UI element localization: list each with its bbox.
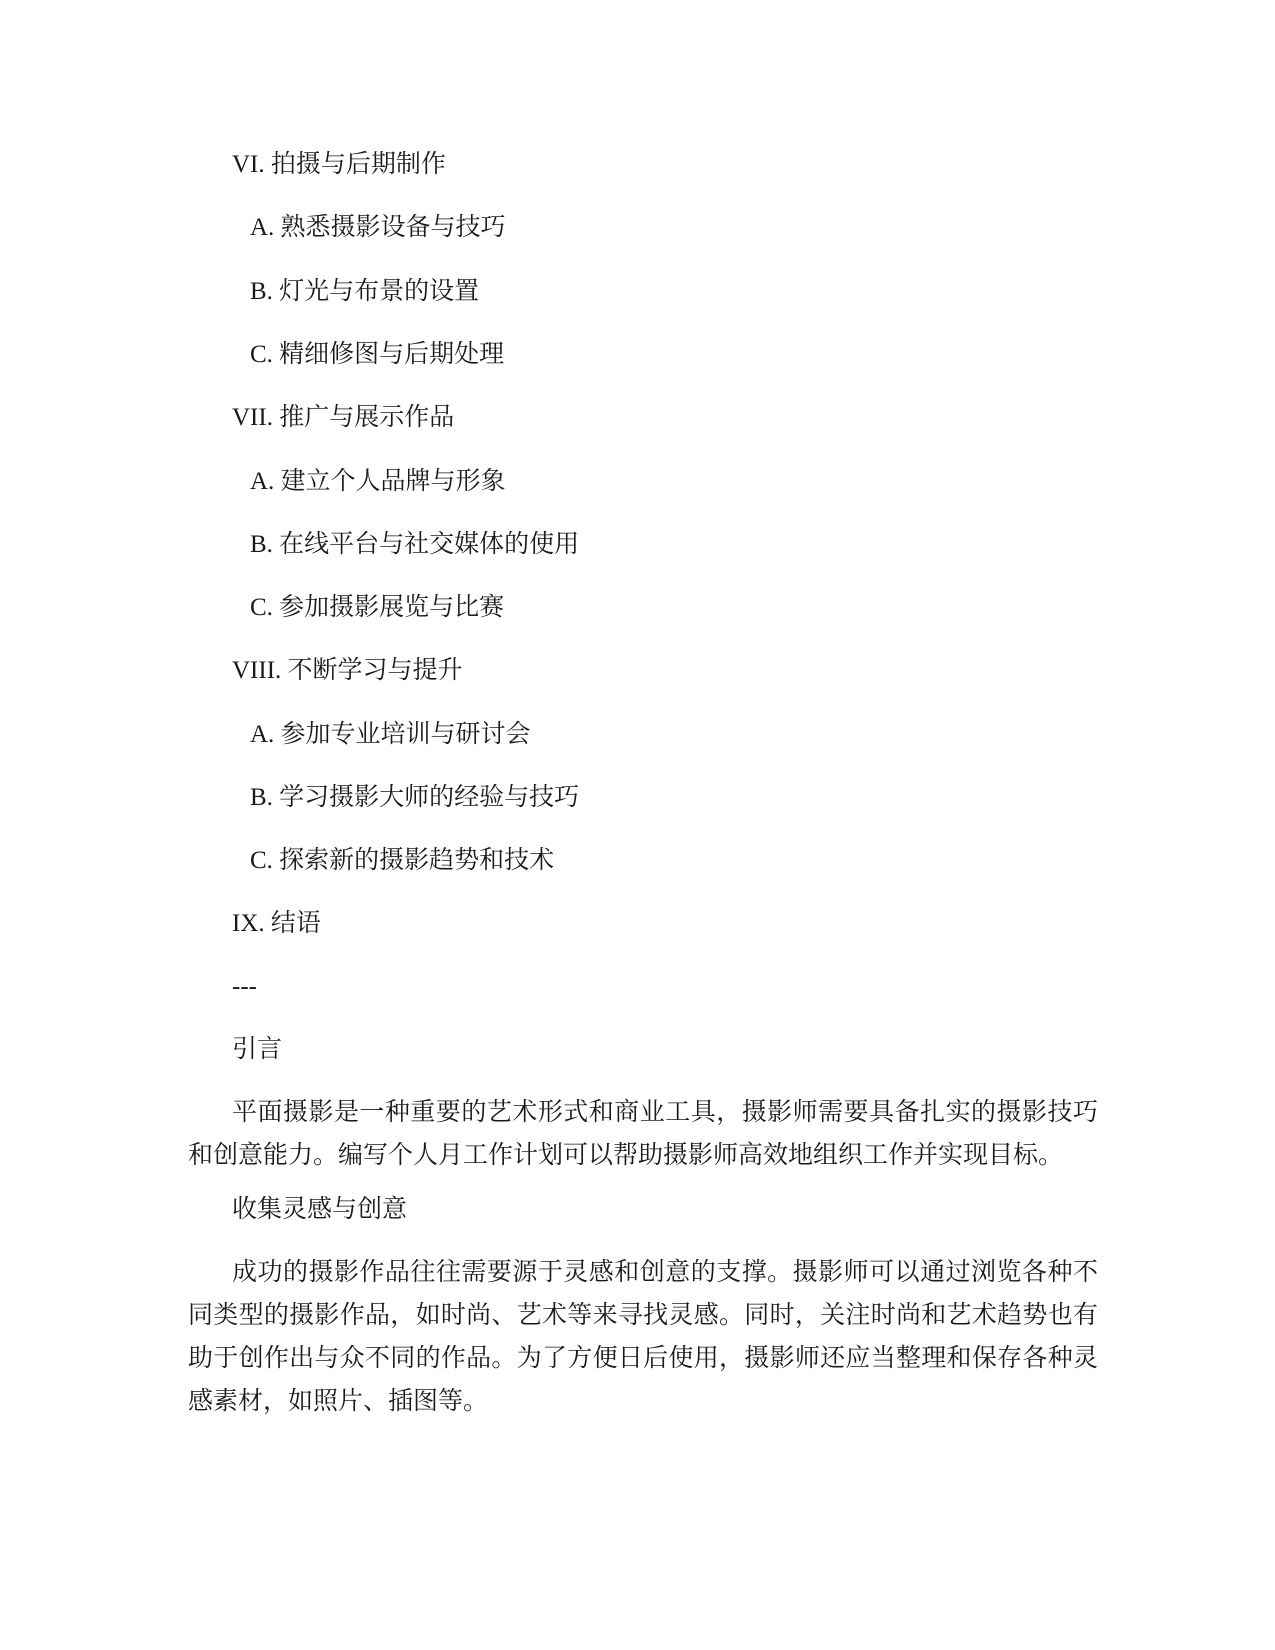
inspiration-paragraph: 成功的摄影作品往往需要源于灵感和创意的支撑。摄影师可以通过浏览各种不同类型的摄影作品，如时尚、艺术等来寻找灵感。同时，关注时尚和艺术趋势也有助于创作出与众不同的作品。为了方便日后使用，摄影师还应当整理和保存各种灵感素材，如照片、插图等。 — [188, 1259, 1098, 1415]
outline-item-6a: A. 熟悉摄影设备与技巧 — [250, 214, 506, 241]
outline-item-7c: C. 参加摄影展览与比赛 — [250, 594, 505, 621]
outline-section-8: VIII. 不断学习与提升 — [232, 657, 463, 684]
outline-section-9: IX. 结语 — [232, 910, 321, 937]
outline-item-7b: B. 在线平台与社交媒体的使用 — [250, 531, 580, 558]
intro-paragraph: 平面摄影是一种重要的艺术形式和商业工具，摄影师需要具备扎实的摄影技巧和创意能力。编写个人月工作计划可以帮助摄影师高效地组织工作并实现目标。 — [188, 1099, 1098, 1169]
outline-item-7a: A. 建立个人品牌与形象 — [250, 468, 506, 495]
outline-item-8c: C. 探索新的摄影趋势和技术 — [250, 847, 555, 874]
outline-section-7: VII. 推广与展示作品 — [232, 404, 455, 431]
inspiration-heading: 收集灵感与创意 — [232, 1196, 408, 1223]
outline-item-6b: B. 灯光与布景的设置 — [250, 278, 480, 305]
outline-item-6c: C. 精细修图与后期处理 — [250, 341, 505, 368]
outline-item-8b: B. 学习摄影大师的经验与技巧 — [250, 784, 580, 811]
outline-section-6: VI. 拍摄与后期制作 — [232, 151, 446, 178]
intro-heading: 引言 — [232, 1036, 283, 1063]
separator: --- — [232, 973, 257, 1000]
outline-item-8a: A. 参加专业培训与研讨会 — [250, 721, 531, 748]
